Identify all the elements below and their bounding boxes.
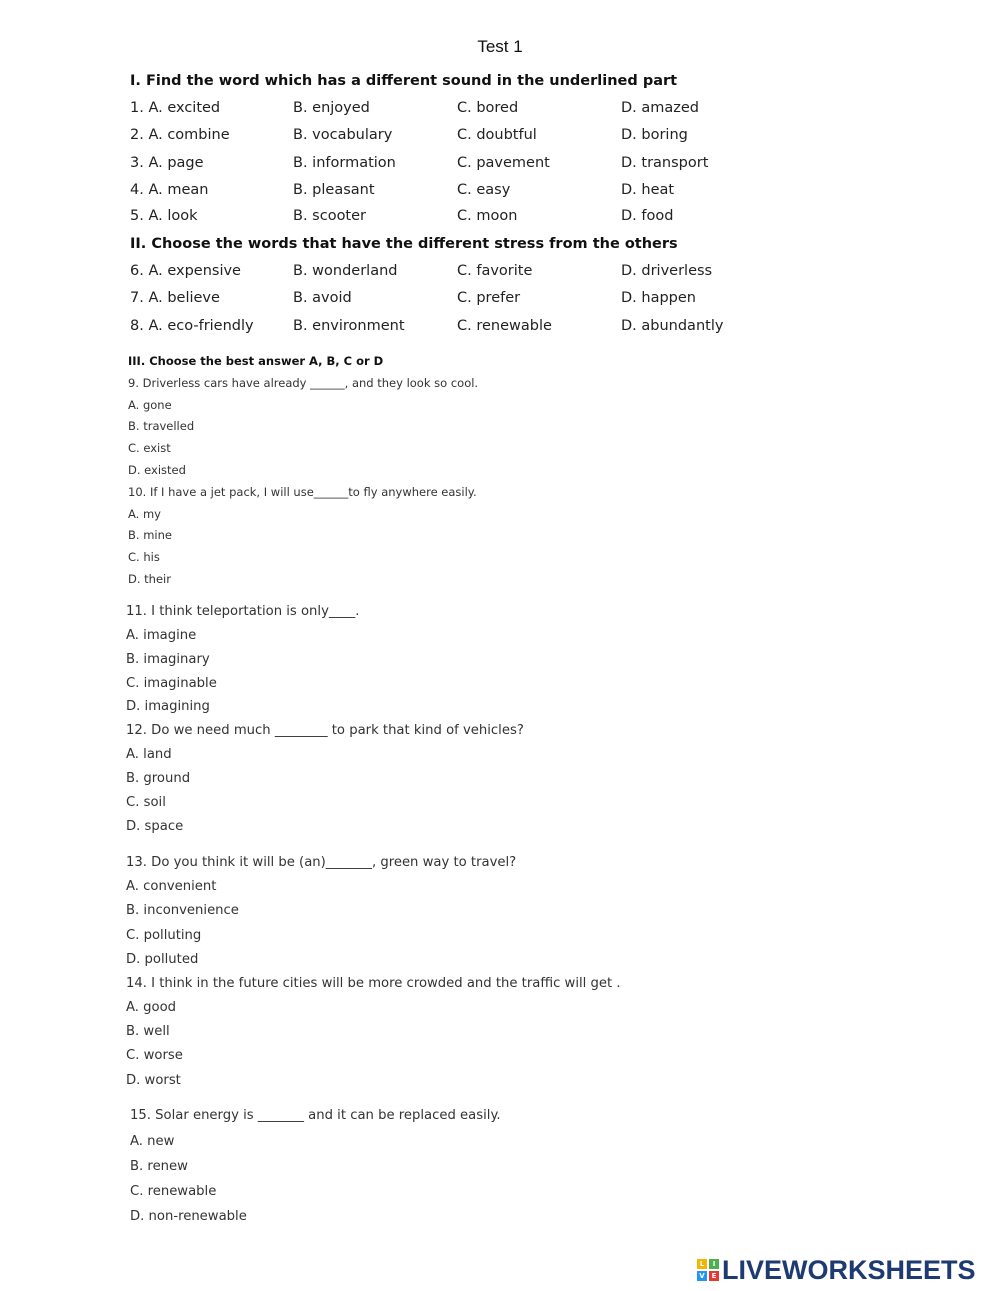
option: B. scooter <box>293 208 367 224</box>
question-row-2 <box>0 127 1000 149</box>
question-row-1 <box>0 100 1000 122</box>
option: B. wonderland <box>293 263 398 279</box>
option: 1. A. excited <box>130 100 221 116</box>
option: C. bored <box>457 100 519 116</box>
option: D. boring <box>621 127 688 143</box>
logo-tile: I <box>709 1259 719 1269</box>
option: B. vocabulary <box>293 127 393 143</box>
logo-text: LIVEWORKSHEETS <box>722 1254 976 1285</box>
option: 2. A. combine <box>130 127 230 143</box>
question-row-5 <box>0 208 1000 230</box>
option: D. abundantly <box>621 318 724 334</box>
answer-option: B. well <box>126 1024 170 1039</box>
answer-option: D. their <box>128 572 171 586</box>
option: D. driverless <box>621 263 713 279</box>
option: C. doubtful <box>457 127 537 143</box>
question-row-6 <box>0 263 1000 285</box>
question-10: 10. If I have a jet pack, I will use______to fly anywhere easily. <box>128 485 477 499</box>
answer-option: B. renew <box>130 1159 188 1174</box>
logo-tile: L <box>697 1259 707 1269</box>
answer-option: D. space <box>126 819 184 834</box>
option: D. transport <box>621 155 709 171</box>
option: B. enjoyed <box>293 100 370 116</box>
answer-option: A. land <box>126 747 172 762</box>
answer-option: C. soil <box>126 795 166 810</box>
question-row-4 <box>0 182 1000 204</box>
answer-option: A. my <box>128 507 161 521</box>
option: B. information <box>293 155 396 171</box>
option: B. pleasant <box>293 182 375 198</box>
question-row-7 <box>0 290 1000 312</box>
answer-option: C. worse <box>126 1048 183 1063</box>
option: D. happen <box>621 290 696 306</box>
answer-option: B. inconvenience <box>126 903 239 918</box>
option: B. environment <box>293 318 405 334</box>
answer-option: A. good <box>126 1000 177 1015</box>
logo-tiles-icon <box>697 1259 719 1281</box>
option: C. moon <box>457 208 518 224</box>
page-title: Test 1 <box>477 37 523 56</box>
answer-option: C. polluting <box>126 928 202 943</box>
answer-option: C. imaginable <box>126 676 217 691</box>
question-row-8 <box>0 318 1000 340</box>
option: C. easy <box>457 182 511 198</box>
option: 5. A. look <box>130 208 198 224</box>
question-14: 14. I think in the future cities will be more crowded and the traffic will get . <box>126 976 621 991</box>
option: C. pavement <box>457 155 550 171</box>
answer-option: A. imagine <box>126 628 197 643</box>
answer-option: B. imaginary <box>126 652 210 667</box>
answer-option: C. renewable <box>130 1184 217 1199</box>
section-3-heading: III. Choose the best answer A, B, C or D <box>128 354 384 368</box>
answer-option: B. mine <box>128 528 172 542</box>
question-13: 13. Do you think it will be (an)_______, green way to travel? <box>126 855 517 870</box>
answer-option: A. convenient <box>126 879 217 894</box>
question-row-3 <box>0 155 1000 177</box>
answer-option: D. imagining <box>126 699 210 714</box>
answer-option: D. non-renewable <box>130 1209 247 1224</box>
question-9: 9. Driverless cars have already ______, and they look so cool. <box>128 376 479 390</box>
option: 4. A. mean <box>130 182 209 198</box>
answer-option: B. ground <box>126 771 191 786</box>
option: C. renewable <box>457 318 552 334</box>
answer-option: C. his <box>128 550 160 564</box>
answer-option: A. gone <box>128 398 172 412</box>
option: B. avoid <box>293 290 352 306</box>
question-12: 12. Do we need much ________ to park that kind of vehicles? <box>126 723 524 738</box>
option: 7. A. believe <box>130 290 220 306</box>
answer-option: D. existed <box>128 463 186 477</box>
option: D. heat <box>621 182 675 198</box>
answer-option: D. worst <box>126 1073 181 1088</box>
section-2-heading: II. Choose the words that have the different stress from the others <box>130 236 678 252</box>
liveworksheets-logo <box>697 1253 997 1287</box>
option: 3. A. page <box>130 155 204 171</box>
question-11: 11. I think teleportation is only____. <box>126 604 360 619</box>
answer-option: C. exist <box>128 441 171 455</box>
section-1-heading: I. Find the word which has a different sound in the underlined part <box>130 73 678 89</box>
answer-option: A. new <box>130 1134 175 1149</box>
option: C. prefer <box>457 290 521 306</box>
answer-option: D. polluted <box>126 952 199 967</box>
option: C. favorite <box>457 263 533 279</box>
option: D. food <box>621 208 674 224</box>
option: 8. A. eco-friendly <box>130 318 254 334</box>
question-15: 15. Solar energy is _______ and it can be replaced easily. <box>130 1108 501 1123</box>
answer-option: B. travelled <box>128 419 195 433</box>
logo-tile: E <box>709 1271 719 1281</box>
option: D. amazed <box>621 100 700 116</box>
logo-tile: V <box>697 1271 707 1281</box>
option: 6. A. expensive <box>130 263 241 279</box>
